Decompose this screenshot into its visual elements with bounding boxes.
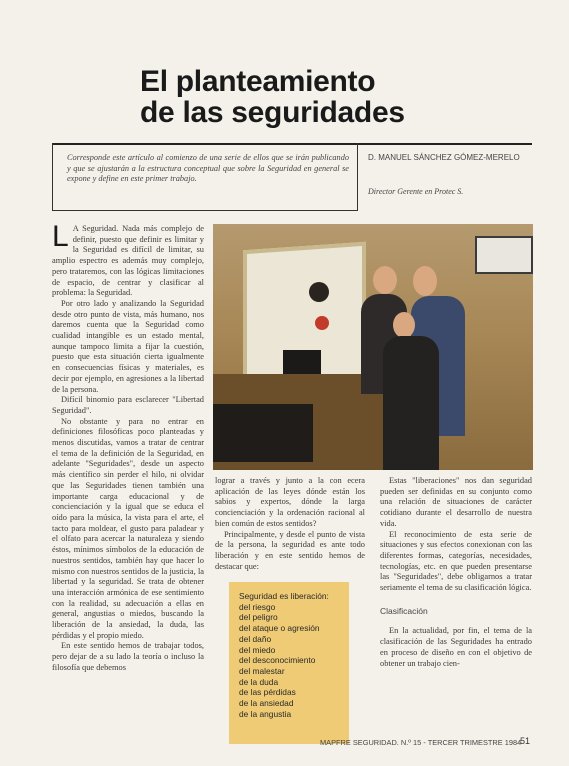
callout-item: de la ansiedad bbox=[239, 698, 294, 709]
callout-item: del daño bbox=[239, 633, 272, 644]
author-name: D. MANUEL SÁNCHEZ GÓMEZ-MERELO bbox=[368, 153, 520, 162]
paragraph-3: Difícil binomio para esclarecer "Libertad Seguridad". bbox=[52, 395, 204, 415]
panel-alarm bbox=[315, 316, 329, 330]
paragraph-1: L A Seguridad. Nada más complejo de definir, puesto que definir es limitar y la Seguridad es difícil de limitar, su amplio espectro es además muy complejo, pero trataremos, con las lógicas limitaciones de espacio, de centrar y clasificar al problema: la Seguridad. bbox=[52, 224, 204, 298]
col3-paragraph-1: Estas "liberaciones" nos dan seguridad pueden ser definidas en su conjunto como una relación de situaciones de carácter cotidiano durante el desarrollo de nuestra vida. bbox=[380, 476, 532, 528]
col3-paragraph-2: El reconocimiento de esta serie de situaciones y sus efectos conexionan con las diferentes formas, categorías, necesidades, tecnologías, etc. en que pueden presentarse las "Seguridades", debe obligarnos a tratar seriamente el tema de su clasificación lógica. bbox=[380, 529, 532, 593]
intro-box: Corresponde este artículo al comienzo de una serie de ellos que se irán publicando y que se ajustarán a la estructura conceptual que sobre la Seguridad en general se expone y define en este primer trabajo. bbox=[52, 143, 358, 211]
title-line-2: de las seguridades bbox=[140, 96, 405, 129]
footer-text: MAPFRE SEGURIDAD. N.º 15 - TERCER TRIMESTRE 1984 bbox=[320, 738, 522, 747]
col3-paragraph-3: En la actualidad, por fin, el tema de la clasificación de las Seguridades ha entrado en proceso de diseño en con el objetivo de obtener un trabajo cien- bbox=[380, 626, 532, 668]
person-head-1 bbox=[373, 266, 397, 294]
person-head-2 bbox=[413, 266, 437, 296]
callout-item: del malestar bbox=[239, 665, 285, 676]
person-head-3 bbox=[393, 312, 415, 338]
col2-paragraph-2: Principalmente, y desde el punto de vista de la persona, la seguridad es ante todo liberación y en este sentido hemos de destacar que: bbox=[215, 529, 365, 571]
callout-item: de las pérdidas bbox=[239, 687, 296, 698]
title-line-1: El planteamiento bbox=[140, 65, 376, 98]
paragraph-5: En este sentido hemos de trabajar todos, pero dejar de a su lado la teoría o incluso la filosofía que debemos bbox=[52, 641, 204, 672]
callout-item: de la duda bbox=[239, 676, 279, 687]
callout-heading: Seguridad es liberación: bbox=[239, 591, 329, 601]
control-device bbox=[213, 404, 313, 462]
callout-item: del riesgo bbox=[239, 601, 276, 612]
panel-dial bbox=[309, 282, 329, 302]
column-3 bbox=[380, 476, 532, 734]
column-1 bbox=[52, 224, 204, 730]
callout-item: del ataque o agresión bbox=[239, 623, 320, 634]
article-photo bbox=[213, 224, 533, 470]
callout-item: del peligro bbox=[239, 612, 278, 623]
liberation-callout bbox=[229, 582, 349, 744]
drop-cap: L bbox=[52, 224, 69, 253]
paragraph-2: Por otro lado y analizando la Seguridad desde otro punto de vista, más humano, nos daremos cuenta que la Seguridad como cualidad intangible es un estado mental, aunque tampoco limita a fijar la cuestión, puesto que esta situación cierta igualmente en consecuencias físicas y materiales, es decir por ejemplo, en agresiones a la libertad de la persona. bbox=[52, 298, 204, 394]
column-2 bbox=[215, 476, 365, 578]
section-heading: Clasificación bbox=[380, 605, 428, 616]
person-3 bbox=[383, 336, 439, 470]
callout-item: de la angustia bbox=[239, 708, 292, 719]
col2-paragraph-1: lograr a través y junto a la con ecera aplicación de las leyes dónde están los sabios y expertos, dónde la larga concienciación y la ordenación racional al bien común de estos sentidos? bbox=[215, 476, 365, 528]
article-title bbox=[140, 66, 540, 128]
callout-item: del miedo bbox=[239, 644, 276, 655]
monitor bbox=[475, 236, 533, 274]
paragraph-4: No obstante y para no entrar en definiciones filosóficas poco planteadas y menos discutidas, vamos a tratar de centrar el tema de la definición de la Seguridad, en adelante "Seguridades", desde un aspecto más científico sin perder el hilo, ni olvidar que las Seguridades tienen también una importante carga educacional y de concienciación y la igual que se educa el oído para la música, la vista para el arte, el tacto para moldear, el gusto para paladear y el olfato para acercar la naturaleza y siendo éstos, mínimos símbolos de la educación de nuestros sentidos, también hay que hacer lo mismo con nuestros sentidos de la justicia, la libertad y la seguridad. Se trata de obtener una interacción armónica de ese sentimiento con la realidad, su adecuación a ellas en general, angustias o miedos, buscando la liberación de la ansiedad, la duda, las pérdidas y el propio miedo. bbox=[52, 416, 204, 640]
author-role: Director Gerente en Protec S. bbox=[368, 187, 464, 196]
callout-item: del desconocimiento bbox=[239, 655, 316, 666]
page-number: 51 bbox=[520, 736, 531, 746]
